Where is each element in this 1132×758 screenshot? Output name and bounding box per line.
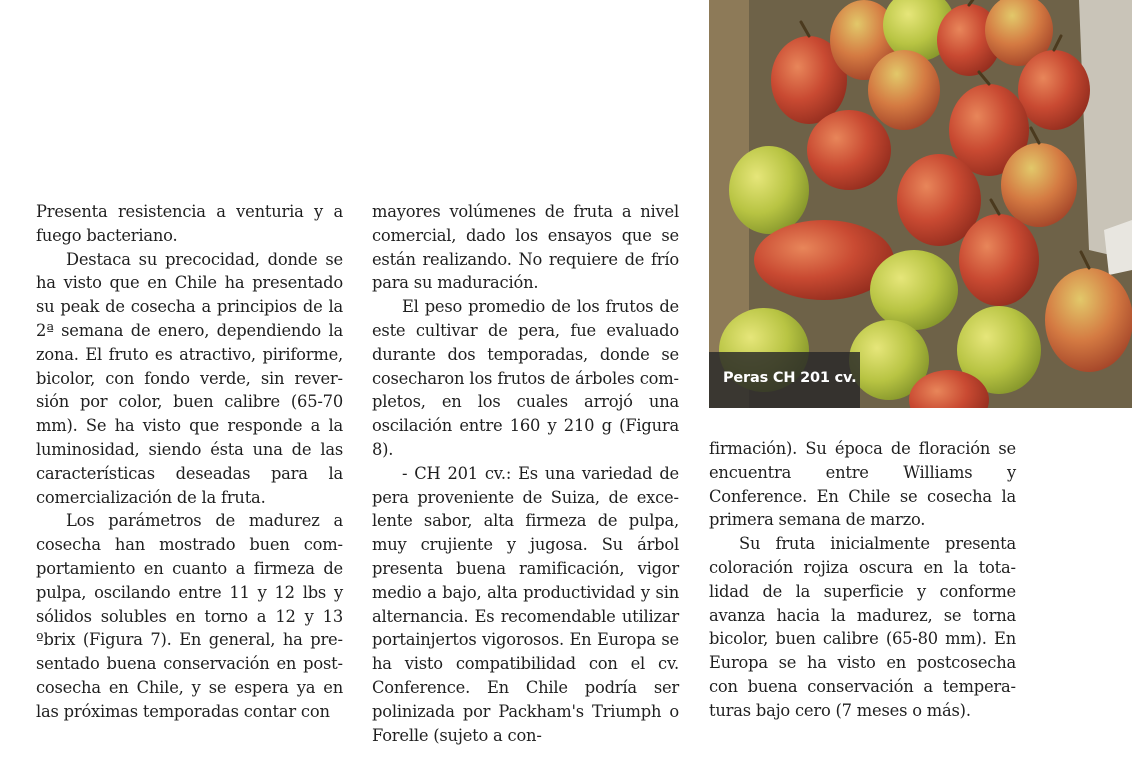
pears-illustration (709, 0, 1132, 408)
paragraph: - CH 201 cv.: Es una variedad de pera proveniente de Suiza, de excelente sabor, alta firmeza de pulpa, muy crujiente y jugosa. Su árbol presenta buena ramificación, vigor medio a bajo, alta productividad y sin alternancia. Es recomendable utilizar portainjertos vigorosos. En Europa se ha visto compatibilidad con el cv. Conference. En Chile podría ser polinizada por Packham's Triumph o Forelle (sujeto a con- (372, 463, 679, 745)
paragraph: firmación). Su época de floración se encuentra entre Williams y Conference. En Chile se cosecha la primera semana de marzo. (709, 439, 1016, 530)
paragraph: El peso promedio de los frutos de este cultivar de pera, fue evaluado durante dos temporadas, donde se cosecharon los frutos de árboles completos, en los cuales arrojó una oscilación entre 160 y 210 g (Figura 8). (372, 297, 679, 459)
pears-photo (709, 0, 1132, 408)
photo-caption-box (709, 352, 860, 408)
text-column-2 (372, 200, 679, 747)
paragraph: Su fruta inicialmente presenta coloración rojiza oscura en la totalidad de la superficie y conforme avanza hacia la madurez, se torna bicolor, buen calibre (65-80 mm). En Europa se ha visto en postcosecha con buena conservación a temperaturas bajo cero (7 meses o más). (709, 534, 1016, 720)
paragraph: mayores volúmenes de fruta a nivel comercial, dado los ensayos que se están realizando. No requiere de frío para su maduración. (372, 202, 679, 293)
text-column-3 (709, 437, 1016, 723)
paragraph: Presenta resistencia a venturia y a fuego bacteriano. (36, 202, 343, 245)
paragraph: Destaca su precocidad, donde se ha visto que en Chile ha presentado su peak de cosecha a principios de la 2ª semana de enero, dependiendo la zona. El fruto es atractivo, piriforme, bicolor, con fondo verde, sin reversión por color, buen calibre (65-70 mm). Se ha visto que responde a la luminosidad, siendo ésta una de las características deseadas para la comercialización de la fruta. (36, 249, 343, 507)
photo-caption: Peras CH 201 cv. (723, 370, 857, 386)
text-column-1 (36, 200, 343, 724)
paragraph: Los parámetros de madurez a cosecha han mostrado buen comportamiento en cuanto a firmeza de pulpa, oscilando entre 11 y 12 lbs y sólidos solubles en torno a 12 y 13 ºbrix (Figura 7). En general, ha presentado buena conservación en postcosecha en Chile, y se espera ya en las próximas temporadas contar con (36, 511, 343, 721)
